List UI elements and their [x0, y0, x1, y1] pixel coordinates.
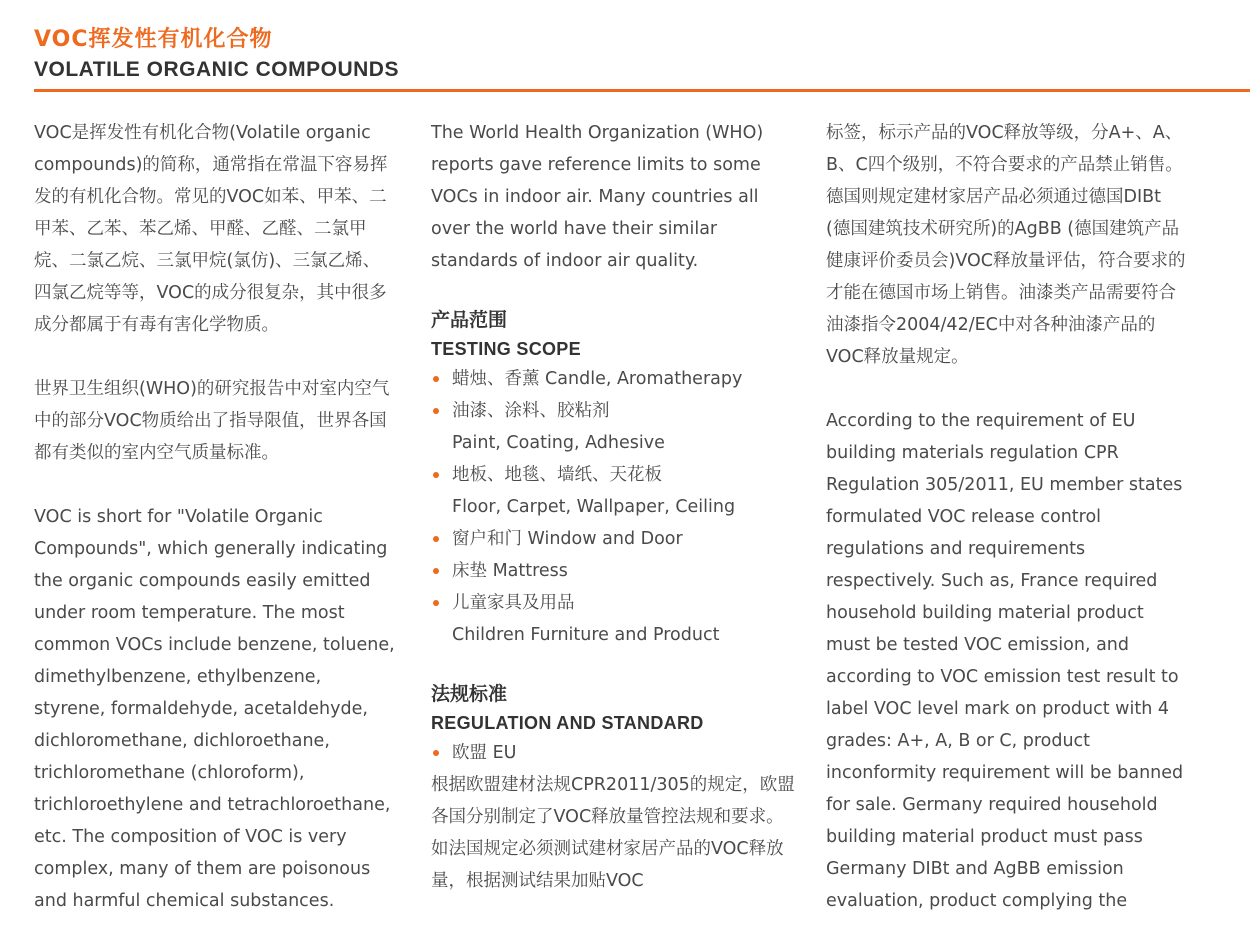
column-2 [431, 117, 796, 897]
testing-scope-list [431, 363, 796, 651]
column-3 [826, 117, 1190, 917]
regulation-heading-cn: 法规标准 [431, 683, 508, 705]
column-1 [34, 117, 396, 917]
list-item: 床垫 Mattress [431, 555, 796, 587]
title-chinese: VOC挥发性有机化合物 [34, 27, 273, 52]
list-item: 蜡烛、香薰 Candle, Aromatherapy [431, 363, 796, 395]
who-intro-cn: 世界卫生组织(WHO)的研究报告中对室内空气中的部分VOC物质给出了指导限值，世界各国都有类似的室内空气质量标准。 [34, 379, 390, 463]
voc-intro-en: VOC is short for "Volatile Organic Compounds", which generally indicating the organic compounds easily emitted under room temperature. The most common VOCs include benzene, toluene, dimethylbenzene, ethylbenzene, styrene, formaldehyde, acetaldehyde, dichloromethane, dichloroethane, trichloromethane (chloroform), trichloroethylene and tetrachloroethane, etc. The composition of VOC is very complex, many of them are poisonous and harmful chemical substances. [34, 507, 395, 911]
list-item: 油漆、涂料、胶粘剂 Paint, Coating, Adhesive [431, 395, 796, 459]
testing-scope-heading-cn: 产品范围 [431, 309, 508, 331]
voc-intro-cn: VOC是挥发性有机化合物(Volatile organic compounds)的简称，通常指在常温下容易挥发的有机化合物。常见的VOC如苯、甲苯、二甲苯、乙苯、苯乙烯、甲醛、乙醛、二氯甲烷、二氯乙烷、三氯甲烷(氯仿)、三氯乙烯、四氯乙烷等等，VOC的成分很复杂，其中很多成分都属于有毒有害化学物质。 [34, 123, 388, 335]
list-item: 欧盟 EU [431, 737, 796, 769]
who-intro-en: The World Health Organization (WHO) reports gave reference limits to some VOCs in indoor air. Many countries all over the world have their similar standards of indoor air quality. [431, 123, 764, 271]
title-english: VOLATILE ORGANIC COMPOUNDS [34, 58, 399, 81]
testing-scope-heading-en: TESTING SCOPE [431, 339, 581, 359]
eu-regulation-cn-continued: 标签，标示产品的VOC释放等级，分A+、A、B、C四个级别，不符合要求的产品禁止销售。德国则规定建材家居产品必须通过德国DIBt (德国建筑技术研究所)的AgBB (德国建筑产品健康评价委员会)VOC释放量评估，符合要求的才能在德国市场上销售。油漆类产品需要符合油漆指令2004/42/EC中对各种油漆产品的VOC释放量规定。 [826, 123, 1186, 367]
list-item: 地板、地毯、墙纸、天花板 Floor, Carpet, Wallpaper, Ceiling [431, 459, 796, 523]
regulation-list [431, 737, 796, 769]
list-item: 儿童家具及用品 Children Furniture and Product [431, 587, 796, 651]
list-item: 窗户和门 Window and Door [431, 523, 796, 555]
regulation-heading-en: REGULATION AND STANDARD [431, 713, 704, 733]
eu-regulation-cn: 根据欧盟建材法规CPR2011/305的规定，欧盟各国分别制定了VOC释放量管控法规和要求。如法国规定必须测试建材家居产品的VOC释放量，根据测试结果加贴VOC [431, 775, 795, 891]
eu-regulation-en: According to the requirement of EU building materials regulation CPR Regulation 305/2011, EU member states formulated VOC release control regulations and requirements respectively. Such as, France required household building material product must be tested VOC emission, and according to VOC emission test result to label VOC level mark on product with 4 grades: A+, A, B or C, product inconformity requirement will be banned for sale. Germany required household building material product must pass Germany DIBt and AgBB emission evaluation, product complying the [826, 411, 1184, 911]
header-divider [34, 89, 1250, 92]
page-header [34, 24, 1250, 84]
